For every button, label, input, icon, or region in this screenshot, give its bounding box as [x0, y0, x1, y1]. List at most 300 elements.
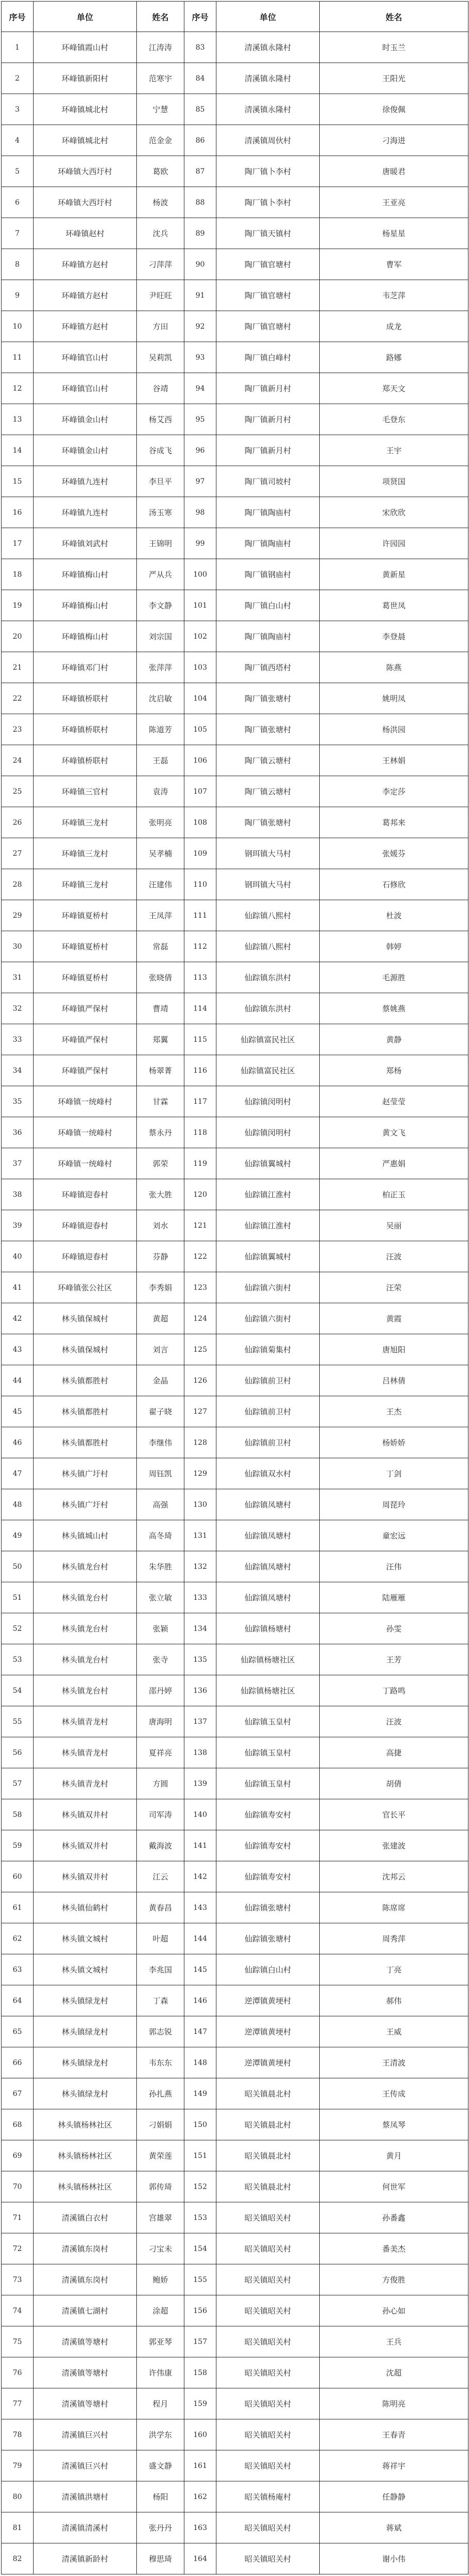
table-row [2, 2109, 468, 2140]
table-row [2, 1861, 468, 1892]
cell-seq-right: 111 [184, 900, 216, 931]
cell-name-left: 丁森 [137, 1985, 184, 2016]
cell-unit-left: 林头镇青龙村 [34, 1737, 137, 1768]
cell-unit-left: 环峰镇桥联村 [34, 745, 137, 776]
table-row [2, 528, 468, 559]
cell-seq-left: 69 [2, 2140, 34, 2171]
cell-unit-right: 仙踪镇玉皇村 [216, 1737, 320, 1768]
cell-seq-left: 5 [2, 156, 34, 187]
cell-name-right: 孙雯 [320, 1613, 468, 1644]
cell-unit-right: 昭关镇晨北村 [216, 2109, 320, 2140]
cell-name-right: 任静静 [320, 2481, 468, 2512]
cell-name-left: 张颖 [137, 1613, 184, 1644]
cell-name-left: 江涛涛 [137, 32, 184, 63]
table-row [2, 776, 468, 807]
cell-unit-left: 环峰镇官山村 [34, 373, 137, 404]
cell-name-right: 张媛芬 [320, 838, 468, 869]
cell-seq-right: 88 [184, 187, 216, 218]
cell-unit-right: 仙踪镇白山村 [216, 1954, 320, 1985]
table-row [2, 1241, 468, 1272]
cell-unit-right: 仙踪镇菊集村 [216, 1334, 320, 1365]
table-row [2, 249, 468, 280]
table-row [2, 1396, 468, 1427]
cell-name-left: 宫雄翠 [137, 2202, 184, 2233]
cell-name-left: 沈兵 [137, 218, 184, 249]
cell-seq-left: 13 [2, 404, 34, 435]
cell-unit-right: 仙踪镇闵明村 [216, 1086, 320, 1117]
cell-seq-left: 63 [2, 1954, 34, 1985]
cell-unit-right: 陶厂镇云塘村 [216, 745, 320, 776]
cell-seq-left: 52 [2, 1613, 34, 1644]
table-row [2, 931, 468, 962]
cell-seq-right: 103 [184, 652, 216, 683]
cell-seq-right: 135 [184, 1644, 216, 1675]
cell-name-left: 李兆国 [137, 1954, 184, 1985]
cell-name-left: 朱华胜 [137, 1551, 184, 1582]
cell-name-right: 杨星星 [320, 218, 468, 249]
table-row [2, 32, 468, 63]
cell-name-right: 陆雁雁 [320, 1582, 468, 1613]
cell-unit-right: 陶厂镇云塘村 [216, 776, 320, 807]
cell-unit-left: 清溪镇白衣村 [34, 2202, 137, 2233]
cell-seq-right: 148 [184, 2047, 216, 2078]
cell-seq-right: 159 [184, 2388, 216, 2419]
cell-seq-right: 150 [184, 2109, 216, 2140]
cell-seq-right: 123 [184, 1272, 216, 1303]
cell-seq-left: 66 [2, 2047, 34, 2078]
table-row [2, 1830, 468, 1861]
cell-name-left: 邵丹婷 [137, 1675, 184, 1706]
cell-seq-right: 102 [184, 621, 216, 652]
cell-unit-left: 林头镇青龙村 [34, 1706, 137, 1737]
cell-seq-right: 139 [184, 1768, 216, 1799]
cell-seq-right: 142 [184, 1861, 216, 1892]
cell-seq-left: 56 [2, 1737, 34, 1768]
cell-unit-right: 仙踪镇凤塘村 [216, 1551, 320, 1582]
cell-name-right: 汪伟 [320, 1551, 468, 1582]
cell-name-right: 唐旭阳 [320, 1334, 468, 1365]
cell-unit-left: 清溪镇清溪村 [34, 2512, 137, 2543]
cell-seq-right: 96 [184, 435, 216, 466]
cell-unit-left: 清溪镇洪塘村 [34, 2481, 137, 2512]
cell-seq-right: 98 [184, 497, 216, 528]
table-row [2, 900, 468, 931]
cell-seq-right: 121 [184, 1210, 216, 1241]
cell-unit-left: 环峰镇三官村 [34, 776, 137, 807]
cell-seq-left: 59 [2, 1830, 34, 1861]
cell-seq-left: 49 [2, 1520, 34, 1551]
cell-unit-left: 林头镇都胜村 [34, 1427, 137, 1458]
table-row [2, 435, 468, 466]
cell-seq-left: 28 [2, 869, 34, 900]
cell-unit-left: 清溪镇东岗村 [34, 2264, 137, 2295]
cell-unit-right: 仙踪镇杨塘社区 [216, 1675, 320, 1706]
cell-unit-right: 仙踪镇六街村 [216, 1272, 320, 1303]
cell-name-right: 王亚亮 [320, 187, 468, 218]
cell-unit-left: 林头镇文城村 [34, 1954, 137, 1985]
cell-seq-left: 9 [2, 280, 34, 311]
cell-name-left: 李继伟 [137, 1427, 184, 1458]
cell-name-right: 孙心如 [320, 2295, 468, 2326]
cell-unit-left: 环峰镇夏桥村 [34, 900, 137, 931]
cell-seq-right: 118 [184, 1117, 216, 1148]
header-unit-right: 单位 [216, 2, 320, 32]
cell-name-left: 唐海明 [137, 1706, 184, 1737]
cell-name-left: 郑翼 [137, 1024, 184, 1055]
cell-seq-right: 164 [184, 2543, 216, 2574]
cell-name-right: 沈超 [320, 2357, 468, 2388]
header-seq-right: 序号 [184, 2, 216, 32]
cell-name-right: 李定莎 [320, 776, 468, 807]
cell-unit-right: 逆潭镇黄埂村 [216, 2047, 320, 2078]
cell-seq-right: 119 [184, 1148, 216, 1179]
cell-name-right: 官长平 [320, 1799, 468, 1830]
table-row [2, 590, 468, 621]
table-row [2, 1613, 468, 1644]
cell-unit-right: 陶厂镇白山村 [216, 590, 320, 621]
cell-name-right: 沈邦云 [320, 1861, 468, 1892]
cell-seq-left: 25 [2, 776, 34, 807]
cell-name-left: 王磊 [137, 745, 184, 776]
cell-name-left: 郭志锐 [137, 2016, 184, 2047]
cell-name-right: 杨娇娇 [320, 1427, 468, 1458]
cell-name-right: 赵莹莹 [320, 1086, 468, 1117]
cell-unit-right: 仙踪镇富民社区 [216, 1055, 320, 1086]
cell-seq-right: 95 [184, 404, 216, 435]
table-row [2, 1024, 468, 1055]
table-row [2, 1303, 468, 1334]
cell-seq-right: 132 [184, 1551, 216, 1582]
cell-seq-left: 32 [2, 993, 34, 1024]
cell-unit-left: 林头镇都胜村 [34, 1365, 137, 1396]
table-row [2, 1706, 468, 1737]
cell-name-right: 杜波 [320, 900, 468, 931]
cell-seq-right: 129 [184, 1458, 216, 1489]
cell-unit-right: 清溪镇周伙村 [216, 125, 320, 156]
cell-seq-right: 92 [184, 311, 216, 342]
cell-unit-left: 环峰镇九连村 [34, 497, 137, 528]
cell-seq-right: 145 [184, 1954, 216, 1985]
cell-unit-right: 仙踪镇寿安村 [216, 1799, 320, 1830]
cell-seq-right: 143 [184, 1892, 216, 1923]
table-row [2, 1737, 468, 1768]
cell-name-left: 甘霖 [137, 1086, 184, 1117]
cell-seq-left: 2 [2, 63, 34, 94]
cell-unit-left: 林头镇龙台村 [34, 1675, 137, 1706]
cell-name-right: 黄静 [320, 1024, 468, 1055]
cell-seq-left: 34 [2, 1055, 34, 1086]
cell-seq-right: 140 [184, 1799, 216, 1830]
cell-seq-left: 75 [2, 2326, 34, 2357]
cell-seq-right: 83 [184, 32, 216, 63]
cell-unit-left: 林头镇绿龙村 [34, 2078, 137, 2109]
cell-unit-left: 林头镇双井村 [34, 1830, 137, 1861]
cell-name-right: 王芳 [320, 1644, 468, 1675]
cell-name-right: 郝伟 [320, 1985, 468, 2016]
table-row [2, 1954, 468, 1985]
table-row [2, 373, 468, 404]
cell-seq-left: 78 [2, 2419, 34, 2450]
cell-seq-left: 1 [2, 32, 34, 63]
cell-unit-right: 昭关镇昭关村 [216, 2512, 320, 2543]
cell-unit-left: 林头镇保城村 [34, 1303, 137, 1334]
cell-unit-left: 环峰镇三龙村 [34, 807, 137, 838]
cell-seq-right: 116 [184, 1055, 216, 1086]
table-row [2, 1117, 468, 1148]
cell-unit-left: 环峰镇方赵村 [34, 280, 137, 311]
table-row [2, 2481, 468, 2512]
cell-name-right: 许园园 [320, 528, 468, 559]
cell-name-right: 唐暖君 [320, 156, 468, 187]
header-unit-left: 单位 [34, 2, 137, 32]
cell-unit-right: 清溪镇永隆村 [216, 94, 320, 125]
table-row [2, 714, 468, 745]
table-row [2, 1272, 468, 1303]
cell-name-right: 汪波 [320, 1706, 468, 1737]
table-row [2, 745, 468, 776]
cell-seq-left: 77 [2, 2388, 34, 2419]
cell-seq-right: 155 [184, 2264, 216, 2295]
cell-seq-left: 45 [2, 1396, 34, 1427]
cell-seq-right: 113 [184, 962, 216, 993]
cell-seq-right: 93 [184, 342, 216, 373]
cell-name-left: 范金金 [137, 125, 184, 156]
table-row [2, 125, 468, 156]
table-row [2, 2047, 468, 2078]
cell-name-left: 刘宗国 [137, 621, 184, 652]
cell-unit-left: 环峰镇三龙村 [34, 869, 137, 900]
table-row [2, 838, 468, 869]
cell-unit-left: 环峰镇霞山村 [34, 32, 137, 63]
cell-seq-left: 70 [2, 2171, 34, 2202]
cell-name-right: 吕林倩 [320, 1365, 468, 1396]
cell-name-right: 童宏远 [320, 1520, 468, 1551]
cell-unit-right: 仙踪镇玉皇村 [216, 1768, 320, 1799]
cell-unit-left: 环峰镇九连村 [34, 466, 137, 497]
cell-name-right: 石修欣 [320, 869, 468, 900]
cell-seq-right: 107 [184, 776, 216, 807]
cell-name-right: 王宇 [320, 435, 468, 466]
cell-unit-left: 林头镇广圩村 [34, 1489, 137, 1520]
cell-seq-left: 76 [2, 2357, 34, 2388]
cell-seq-left: 48 [2, 1489, 34, 1520]
cell-name-left: 方田 [137, 311, 184, 342]
cell-name-left: 周钰凯 [137, 1458, 184, 1489]
cell-name-right: 吴丽 [320, 1210, 468, 1241]
cell-name-left: 江云 [137, 1861, 184, 1892]
cell-name-left: 李秀娟 [137, 1272, 184, 1303]
header-name-right: 姓名 [320, 2, 468, 32]
cell-unit-left: 环峰镇严保村 [34, 993, 137, 1024]
cell-name-right: 郑天文 [320, 373, 468, 404]
cell-name-right: 蒋祥宇 [320, 2450, 468, 2481]
cell-unit-right: 仙踪镇凤塘村 [216, 1489, 320, 1520]
cell-name-right: 路娜 [320, 342, 468, 373]
table-row [2, 1582, 468, 1613]
cell-seq-left: 23 [2, 714, 34, 745]
table-row [2, 1086, 468, 1117]
cell-unit-right: 昭关镇昭关村 [216, 2419, 320, 2450]
cell-seq-right: 141 [184, 1830, 216, 1861]
cell-seq-left: 8 [2, 249, 34, 280]
cell-name-right: 汪荣 [320, 1272, 468, 1303]
cell-unit-left: 林头镇杨林社区 [34, 2140, 137, 2171]
cell-name-right: 孙番鑫 [320, 2202, 468, 2233]
cell-name-right: 蒋斌 [320, 2512, 468, 2543]
cell-seq-right: 106 [184, 745, 216, 776]
cell-seq-left: 18 [2, 559, 34, 590]
cell-unit-right: 昭关镇晨北村 [216, 2078, 320, 2109]
cell-name-left: 汪建伟 [137, 869, 184, 900]
cell-seq-left: 51 [2, 1582, 34, 1613]
cell-unit-left: 环峰镇一统峰村 [34, 1086, 137, 1117]
cell-seq-left: 41 [2, 1272, 34, 1303]
table-row [2, 1644, 468, 1675]
cell-name-left: 孙扎燕 [137, 2078, 184, 2109]
header-row [2, 2, 468, 32]
cell-name-right: 王清波 [320, 2047, 468, 2078]
cell-unit-left: 林头镇龙台村 [34, 1644, 137, 1675]
cell-seq-right: 127 [184, 1396, 216, 1427]
table-row [2, 1489, 468, 1520]
cell-unit-right: 仙踪镇八熙村 [216, 931, 320, 962]
cell-unit-left: 环峰镇官山村 [34, 342, 137, 373]
cell-seq-right: 108 [184, 807, 216, 838]
cell-unit-right: 陶厂镇卜李村 [216, 187, 320, 218]
cell-unit-right: 逆潭镇黄埂村 [216, 2016, 320, 2047]
cell-unit-left: 林头镇城山村 [34, 1520, 137, 1551]
cell-unit-left: 林头镇龙台村 [34, 1613, 137, 1644]
cell-name-left: 翟子晓 [137, 1396, 184, 1427]
cell-name-left: 李旦平 [137, 466, 184, 497]
table-row [2, 2233, 468, 2264]
cell-name-left: 葛欧 [137, 156, 184, 187]
cell-name-right: 宋欣欣 [320, 497, 468, 528]
cell-seq-right: 89 [184, 218, 216, 249]
cell-name-left: 汤玉寒 [137, 497, 184, 528]
cell-name-right: 周琵玲 [320, 1489, 468, 1520]
cell-name-right: 葛世凤 [320, 590, 468, 621]
cell-name-left: 曹靖 [137, 993, 184, 1024]
cell-name-left: 张萍萍 [137, 652, 184, 683]
cell-name-right: 王传成 [320, 2078, 468, 2109]
table-row [2, 311, 468, 342]
cell-unit-right: 陶厂镇新月村 [216, 435, 320, 466]
cell-name-left: 张立敏 [137, 1582, 184, 1613]
cell-unit-right: 仙踪镇闵明村 [216, 1117, 320, 1148]
cell-seq-left: 68 [2, 2109, 34, 2140]
cell-name-left: 张大胜 [137, 1179, 184, 1210]
cell-unit-left: 林头镇双井村 [34, 1799, 137, 1830]
cell-seq-right: 122 [184, 1241, 216, 1272]
cell-name-right: 丁剑 [320, 1458, 468, 1489]
cell-seq-left: 7 [2, 218, 34, 249]
cell-name-right: 丁路鸣 [320, 1675, 468, 1706]
cell-name-left: 穆思琦 [137, 2543, 184, 2574]
cell-unit-right: 仙踪镇凤塘村 [216, 1582, 320, 1613]
cell-unit-right: 陶厂镇钢庙村 [216, 559, 320, 590]
cell-name-left: 沈启敏 [137, 683, 184, 714]
cell-name-left: 方圆 [137, 1768, 184, 1799]
cell-name-left: 郭荣 [137, 1148, 184, 1179]
cell-seq-left: 4 [2, 125, 34, 156]
cell-unit-left: 清溪镇新龄村 [34, 2543, 137, 2574]
cell-seq-right: 104 [184, 683, 216, 714]
table-row [2, 559, 468, 590]
cell-seq-right: 133 [184, 1582, 216, 1613]
table-row [2, 94, 468, 125]
table-row [2, 1799, 468, 1830]
cell-seq-left: 17 [2, 528, 34, 559]
table-row [2, 342, 468, 373]
table-row [2, 1148, 468, 1179]
table-row [2, 1055, 468, 1086]
cell-name-right: 刁海进 [320, 125, 468, 156]
cell-unit-left: 环峰镇城北村 [34, 125, 137, 156]
header-seq-left: 序号 [2, 2, 34, 32]
cell-name-right: 曹军 [320, 249, 468, 280]
cell-unit-left: 环峰镇桥联村 [34, 714, 137, 745]
cell-name-right: 张建波 [320, 1830, 468, 1861]
cell-unit-left: 林头镇青龙村 [34, 1768, 137, 1799]
cell-name-left: 张明亮 [137, 807, 184, 838]
cell-unit-left: 清溪镇七湖村 [34, 2295, 137, 2326]
cell-name-left: 刘水 [137, 1210, 184, 1241]
table-row [2, 2419, 468, 2450]
cell-unit-left: 环峰镇大西圩村 [34, 187, 137, 218]
cell-seq-left: 64 [2, 1985, 34, 2016]
cell-name-right: 黄文飞 [320, 1117, 468, 1148]
cell-unit-left: 环峰镇邓门村 [34, 652, 137, 683]
cell-unit-left: 林头镇绿龙村 [34, 2047, 137, 2078]
table-row [2, 962, 468, 993]
cell-unit-right: 陶厂镇官塘村 [216, 311, 320, 342]
cell-unit-left: 清溪镇巨兴村 [34, 2450, 137, 2481]
cell-name-left: 袁涛 [137, 776, 184, 807]
table-row [2, 280, 468, 311]
cell-unit-right: 仙踪镇富民社区 [216, 1024, 320, 1055]
cell-unit-right: 仙踪镇江淮村 [216, 1179, 320, 1210]
cell-unit-left: 林头镇保城村 [34, 1334, 137, 1365]
cell-name-left: 张晓倩 [137, 962, 184, 993]
cell-unit-left: 环峰镇严保村 [34, 1055, 137, 1086]
cell-unit-left: 环峰镇金山村 [34, 404, 137, 435]
cell-name-left: 刁宝未 [137, 2233, 184, 2264]
cell-seq-left: 12 [2, 373, 34, 404]
cell-seq-right: 152 [184, 2171, 216, 2202]
table-row [2, 2140, 468, 2171]
cell-unit-left: 环峰镇迎春村 [34, 1179, 137, 1210]
cell-seq-left: 43 [2, 1334, 34, 1365]
cell-seq-left: 24 [2, 745, 34, 776]
cell-unit-right: 昭关镇昭关村 [216, 2295, 320, 2326]
cell-unit-left: 环峰镇刘武村 [34, 528, 137, 559]
table-body [2, 32, 468, 2574]
cell-name-left: 涂超 [137, 2295, 184, 2326]
cell-unit-right: 陶厂镇陶庙村 [216, 621, 320, 652]
cell-name-left: 杨翠菁 [137, 1055, 184, 1086]
cell-unit-right: 仙踪镇杨塘社区 [216, 1644, 320, 1675]
cell-unit-right: 陶厂镇新月村 [216, 404, 320, 435]
cell-unit-left: 环峰镇方赵村 [34, 311, 137, 342]
table-row [2, 1520, 468, 1551]
cell-unit-left: 林头镇绿龙村 [34, 2016, 137, 2047]
cell-seq-right: 101 [184, 590, 216, 621]
cell-unit-right: 陶厂镇司坡村 [216, 466, 320, 497]
cell-seq-right: 117 [184, 1086, 216, 1117]
cell-seq-right: 126 [184, 1365, 216, 1396]
cell-seq-right: 90 [184, 249, 216, 280]
